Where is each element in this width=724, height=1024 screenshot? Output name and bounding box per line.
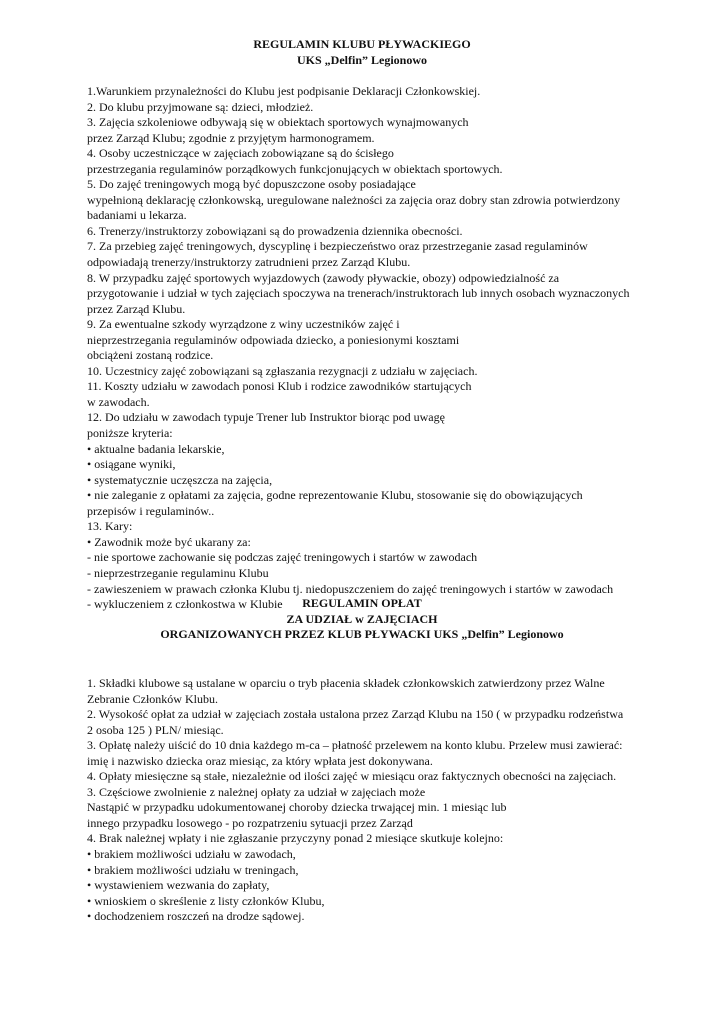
club-regulations-body [87, 84, 647, 613]
club-regulations-title [0, 37, 724, 68]
regulation-line: 2 osoba 125 ) PLN/ miesiąc. [87, 722, 224, 737]
regulation-line: przez Zarząd Klubu; zgodnie z przyjętym harmonogramem. [87, 130, 375, 145]
regulation-line: 7. Za przebieg zajęć treningowych, dyscyplinę i bezpieczeństwo oraz przestrzeganie zasad regulaminów [87, 239, 588, 254]
regulation-line: - nie sportowe zachowanie się podczas zajęć treningowych i startów w zawodach [87, 550, 478, 565]
regulation-line: obciążeni zostaną rodzice. [87, 348, 214, 363]
title-line: REGULAMIN KLUBU PŁYWACKIEGO [253, 37, 471, 51]
regulation-line: 4. Opłaty miesięczne są stałe, niezależnie od ilości zajęć w miesiącu oraz faktycznych obecności na zajęciach. [87, 769, 617, 784]
regulation-line: Zebranie Członków Klubu. [87, 691, 218, 706]
regulation-line: 1.Warunkiem przynależności do Klubu jest podpisanie Deklaracji Członkowskiej. [87, 84, 481, 98]
regulation-line: • dochodzeniem roszczeń na drodze sądowej. [87, 909, 305, 924]
title-line: REGULAMIN OPŁAT [302, 596, 422, 610]
regulation-line: badaniami u lekarza. [87, 208, 187, 223]
regulation-line: • aktualne badania lekarskie, [87, 441, 225, 456]
regulation-line: przez Zarząd Klubu. [87, 301, 186, 316]
regulation-line: 12. Do udziału w zawodach typuje Trener lub Instruktor biorąc pod uwagę [87, 410, 445, 425]
regulation-line: - wykluczeniem z członkostwa w Klubie [87, 597, 283, 612]
regulation-line: odpowiadają trenerzy/instruktorzy zatrudnieni przez Zarząd Klubu. [87, 255, 411, 270]
regulation-line: 6. Trenerzy/instruktorzy zobowiązani są do prowadzenia dziennika obecności. [87, 223, 463, 238]
regulation-line: • brakiem możliwości udziału w treningach, [87, 862, 299, 877]
regulation-line: 2. Wysokość opłat za udział w zajęciach została ustalona przez Zarząd Klubu na 150 ( w przypadku rodzeństwa [87, 707, 624, 722]
regulation-line: 3. Częściowe zwolnienie z należnej opłaty za udział w zajęciach może [87, 784, 426, 799]
fees-regulations-title [0, 596, 724, 643]
regulation-line: 4. Brak należnej wpłaty i nie zgłaszanie przyczyny ponad 2 miesiące skutkuje kolejno: [87, 831, 504, 846]
regulation-line: - nieprzestrzeganie regulaminu Klubu [87, 565, 269, 580]
regulation-line: 8. W przypadku zajęć sportowych wyjazdowych (zawody pływackie, obozy) odpowiedzialność za [87, 270, 560, 285]
regulation-line: w zawodach. [87, 394, 150, 409]
regulation-line: Nastąpić w przypadku udokumentowanej choroby dziecka trwającej min. 1 miesiąc lub [87, 800, 507, 815]
regulation-line: imię i nazwisko dziecka oraz miesiąc, za który wpłata jest dokonywana. [87, 753, 433, 768]
regulation-line: 5. Do zajęć treningowych mogą być dopuszczone osoby posiadające [87, 177, 416, 192]
regulation-line: - zawieszeniem w prawach członka Klubu tj. niedopuszczeniem do zajęć treningowych i startów w zawodach [87, 581, 614, 596]
regulation-line: przygotowanie i udział w tych zajęciach spoczywa na trenerach/instruktorach lub innych osobach wyznaczonych [87, 286, 630, 301]
regulation-line: 10. Uczestnicy zajęć zobowiązani są zgłaszania rezygnacji z udziału w zajęciach. [87, 363, 478, 378]
regulation-line: 13. Kary: [87, 519, 133, 534]
title-line: ZA UDZIAŁ w ZAJĘCIACH [286, 611, 438, 626]
regulation-line: 3. Opłatę należy uiścić do 10 dnia każdego m-ca – płatność przelewem na konto klubu. Przelew musi zawierać: [87, 738, 623, 753]
fees-regulations-body [87, 676, 647, 925]
title-line: ORGANIZOWANYCH PRZEZ KLUB PŁYWACKI UKS „Delfin” Legionowo [160, 627, 564, 641]
regulation-line: • wystawieniem wezwania do zapłaty, [87, 878, 270, 893]
regulation-line: • brakiem możliwości udziału w zawodach, [87, 847, 296, 862]
regulation-line: • nie zaleganie z opłatami za zajęcia, godne reprezentowanie Klubu, stosowanie się do obowiązujących [87, 488, 583, 503]
regulation-line: nieprzestrzegania regulaminów odpowiada dziecko, a poniesionymi kosztami [87, 332, 460, 347]
regulation-line: 3. Zajęcia szkoleniowe odbywają się w obiektach sportowych wynajmowanych [87, 115, 469, 130]
regulation-line: 1. Składki klubowe są ustalane w oparciu o tryb płacenia składek członkowskich zatwierdzony przez Walne [87, 676, 605, 690]
regulation-line: • wnioskiem o skreślenie z listy członków Klubu, [87, 893, 325, 908]
regulation-line: przestrzegania regulaminów porządkowych funkcjonujących w obiektach sportowych. [87, 161, 503, 176]
title-line: UKS „Delfin” Legionowo [296, 52, 427, 67]
regulation-line: innego przypadku losowego - po rozpatrzeniu sytuacji przez Zarząd [87, 815, 413, 830]
regulation-line: 9. Za ewentualne szkody wyrządzone z winy uczestników zajęć i [87, 317, 400, 332]
regulation-line: wypełnioną deklarację członkowską, uregulowane należności za zajęcia oraz dobry stan zdrowia potwierdzony [87, 192, 621, 207]
regulation-line: 4. Osoby uczestniczące w zajęciach zobowiązane są do ścisłego [87, 146, 394, 161]
regulation-line: przepisów i regulaminów.. [87, 503, 215, 518]
regulation-line: • osiągane wyniki, [87, 457, 176, 472]
regulation-line: • Zawodnik może być ukarany za: [87, 534, 251, 549]
regulation-line: 2. Do klubu przyjmowane są: dzieci, młodzież. [87, 99, 314, 114]
regulation-line: 11. Koszty udziału w zawodach ponosi Klub i rodzice zawodników startujących [87, 379, 472, 394]
regulation-line: poniższe kryteria: [87, 426, 173, 441]
regulation-line: • systematycznie uczęszcza na zajęcia, [87, 472, 273, 487]
